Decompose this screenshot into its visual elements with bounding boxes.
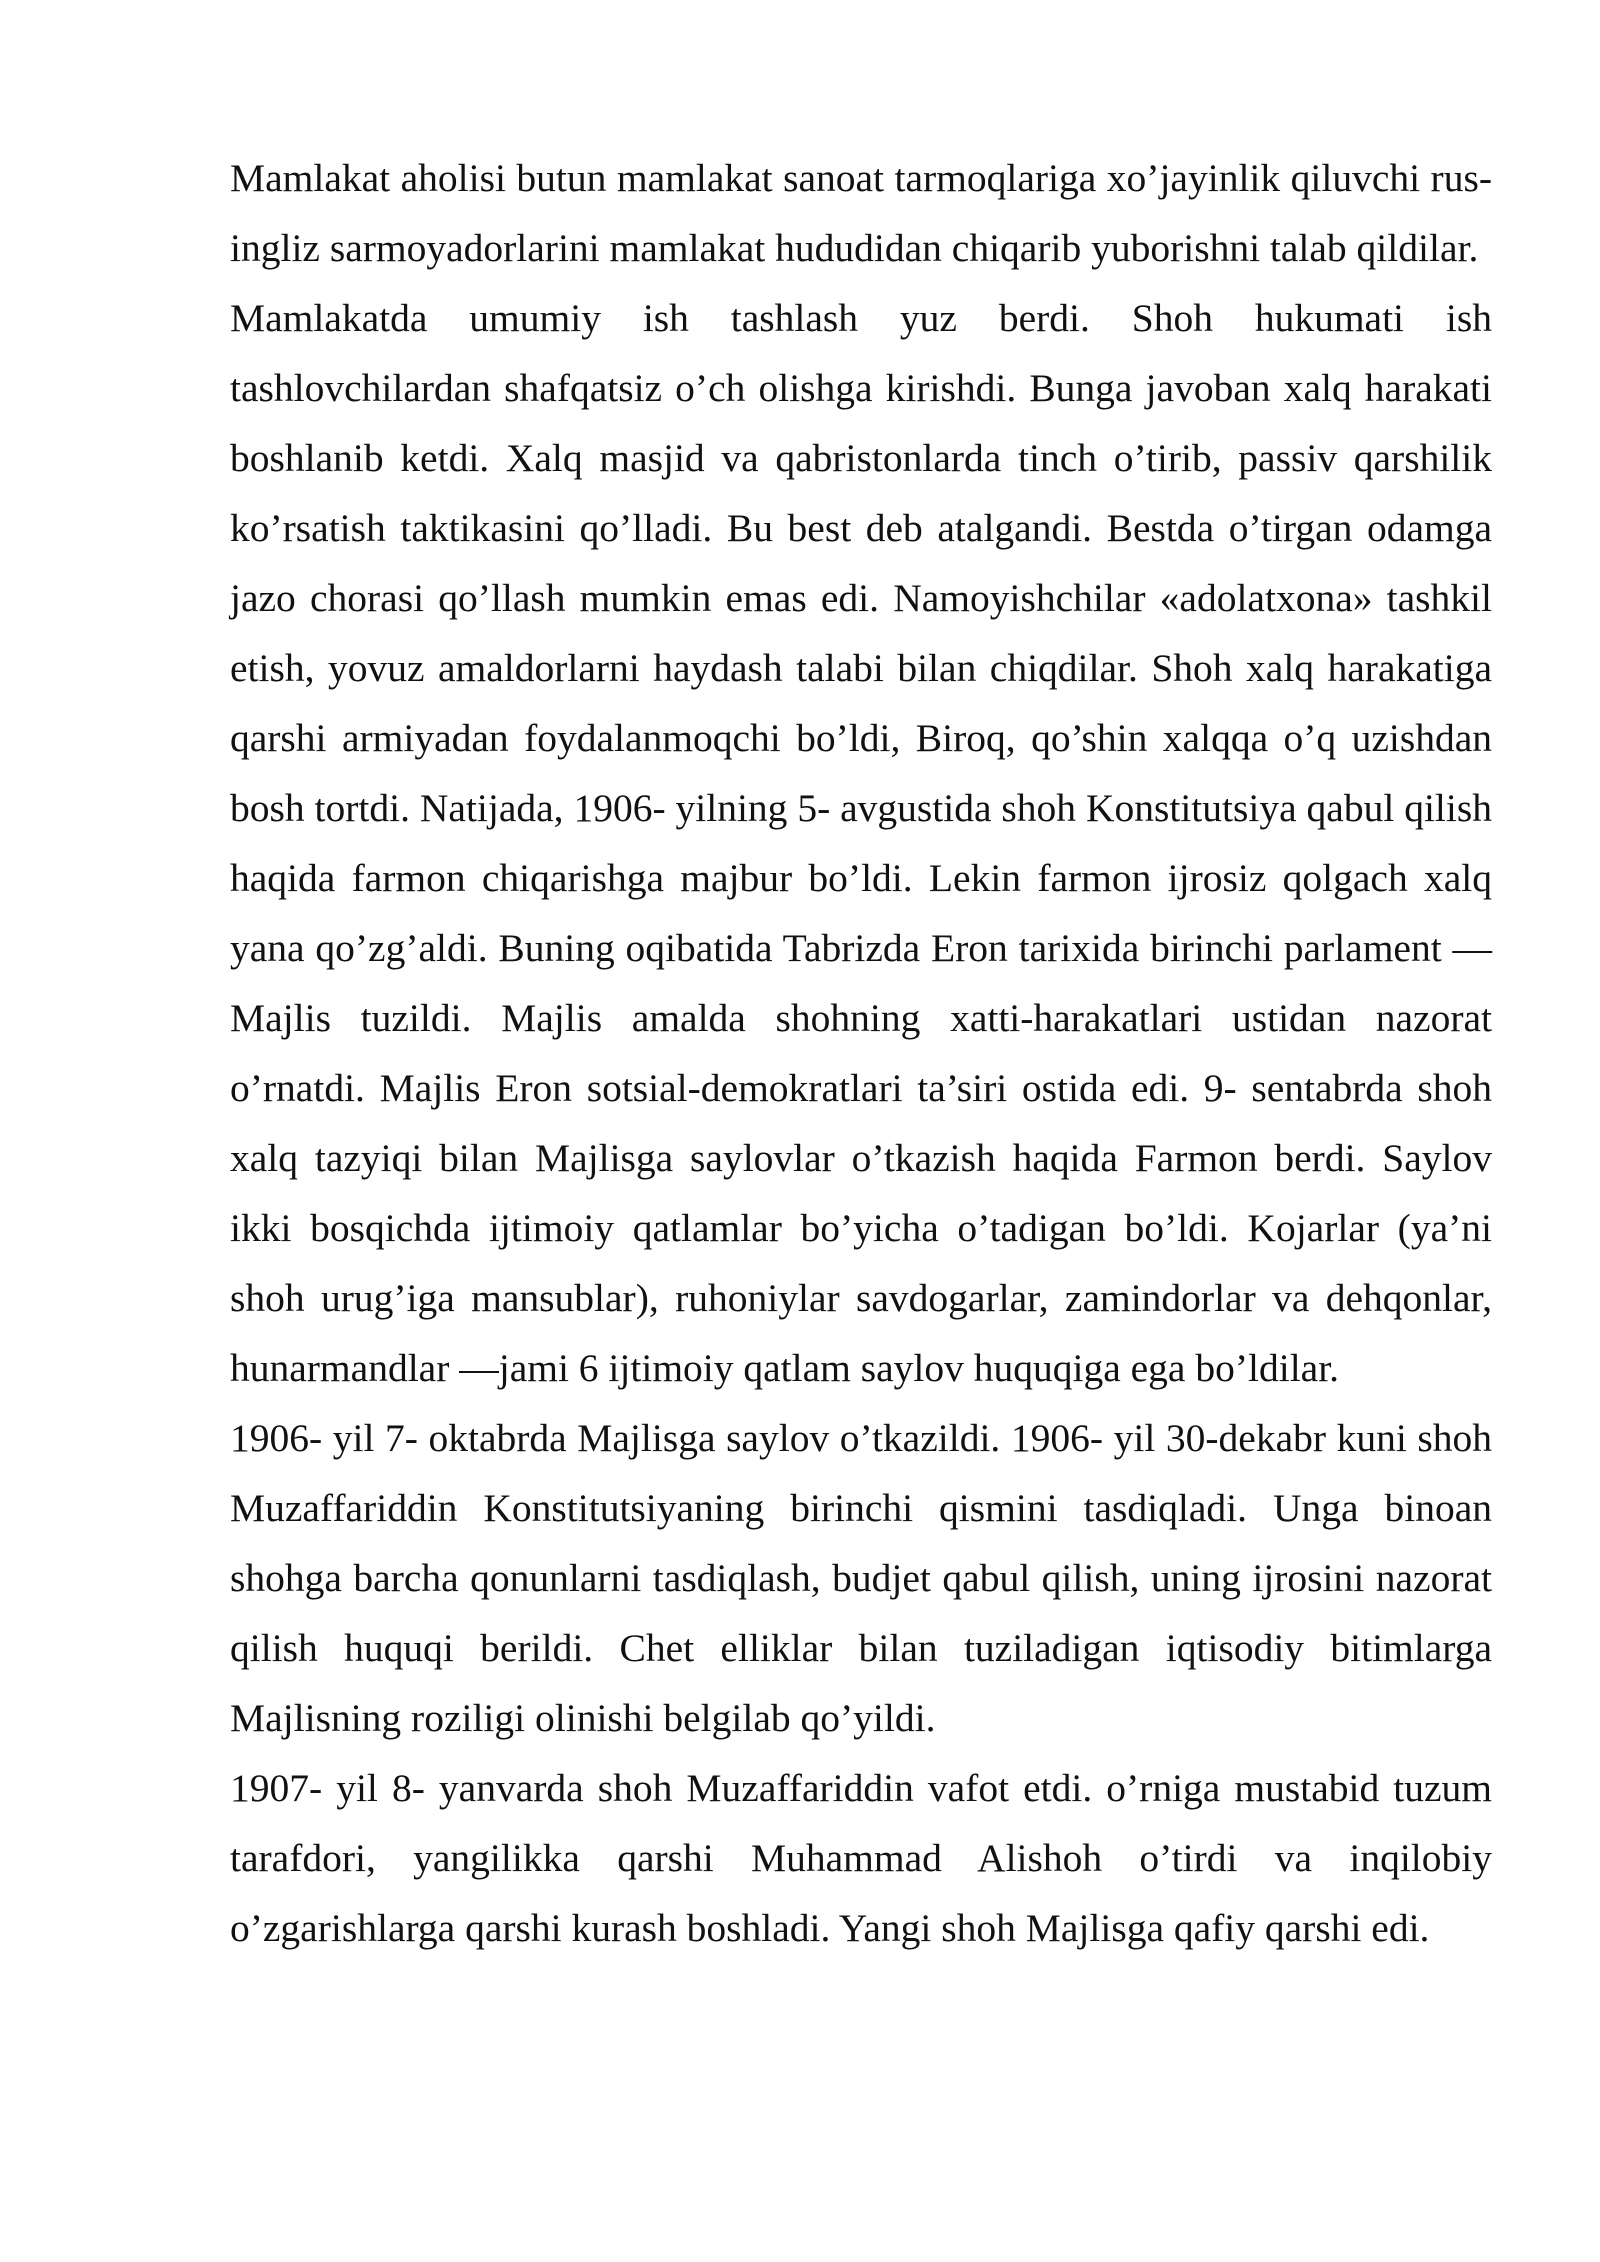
paragraph-2: Mamlakatda umumiy ish tashlash yuz berdi. Shoh hukumati ish tashlovchilardan shafqatsiz o’ch olishga kirishdi. Bunga javoban xalq harakati boshlanib ketdi. Xalq masjid va qabristonlarda tinch o’tirib, passiv qarshilik ko’rsatish taktikasini qo’lladi. Bu best deb atalgandi. Bestda o’tirgan odamga jazo chorasi qo’llash mumkin emas edi. Namoyishchilar «adolatxona» tashkil etish, yovuz amaldorlarni haydash talabi bilan chiqdilar. Shoh xalq harakatiga qarshi armiyadan foydalanmoqchi bo’ldi, Biroq, qo’shin xalqqa o’q uzishdan bosh tortdi. Natijada, 1906- yilning 5- avgustida shoh Konstitutsiya qabul qilish haqida farmon chiqarishga majbur bo’ldi. Lekin farmon ijrosiz qolgach xalq yana qo’zg’aldi. Buning oqibatida Tabrizda Eron tarixida birinchi parlament — Majlis tuzildi. Majlis amalda shohning xatti-harakatlari ustidan nazorat o’rnatdi. Majlis Eron sotsial-demokratlari ta’siri ostida edi. 9- sentabrda shoh xalq tazyiqi bilan Majlisga saylovlar o’tkazish haqida Farmon berdi. Saylov ikki bosqichda ijtimoiy qatlamlar bo’yicha o’tadigan bo’ldi. Kojarlar (ya’ni shoh urug’iga mansublar), ruhoniylar savdogarlar, zamindorlar va dehqonlar, hunarmandlar —jami 6 ijtimoiy qatlam saylov huquqiga ega bo’ldilar.	[230, 296, 1492, 1390]
document-body	[230, 143, 1492, 1963]
paragraph-1: Mamlakat aholisi butun mamlakat sanoat tarmoqlariga xo’jayinlik qiluvchi rus-ingliz sarmoyadorlarini mamlakat hududidan chiqarib yuborishni talab qildilar.	[230, 156, 1492, 270]
paragraph-4: 1907- yil 8- yanvarda shoh Muzaffariddin vafot etdi. o’rniga mustabid tuzum tarafdori, yangilikka qarshi Muhammad Alishoh o’tirdi va inqilobiy o’zgarishlarga qarshi kurash boshladi. Yangi shoh Majlisga qafiy qarshi edi.	[230, 1766, 1492, 1950]
paragraph-3: 1906- yil 7- oktabrda Majlisga saylov o’tkazildi. 1906- yil 30-dekabr kuni shoh Muzaffariddin Konstitutsiyaning birinchi qismini tasdiqladi. Unga binoan shohga barcha qonunlarni tasdiqlash, budjet qabul qilish, uning ijrosini nazorat qilish huquqi berildi. Chet elliklar bilan tuziladigan iqtisodiy bitimlarga Majlisning roziligi olinishi belgilab qo’yildi.	[230, 1416, 1492, 1740]
